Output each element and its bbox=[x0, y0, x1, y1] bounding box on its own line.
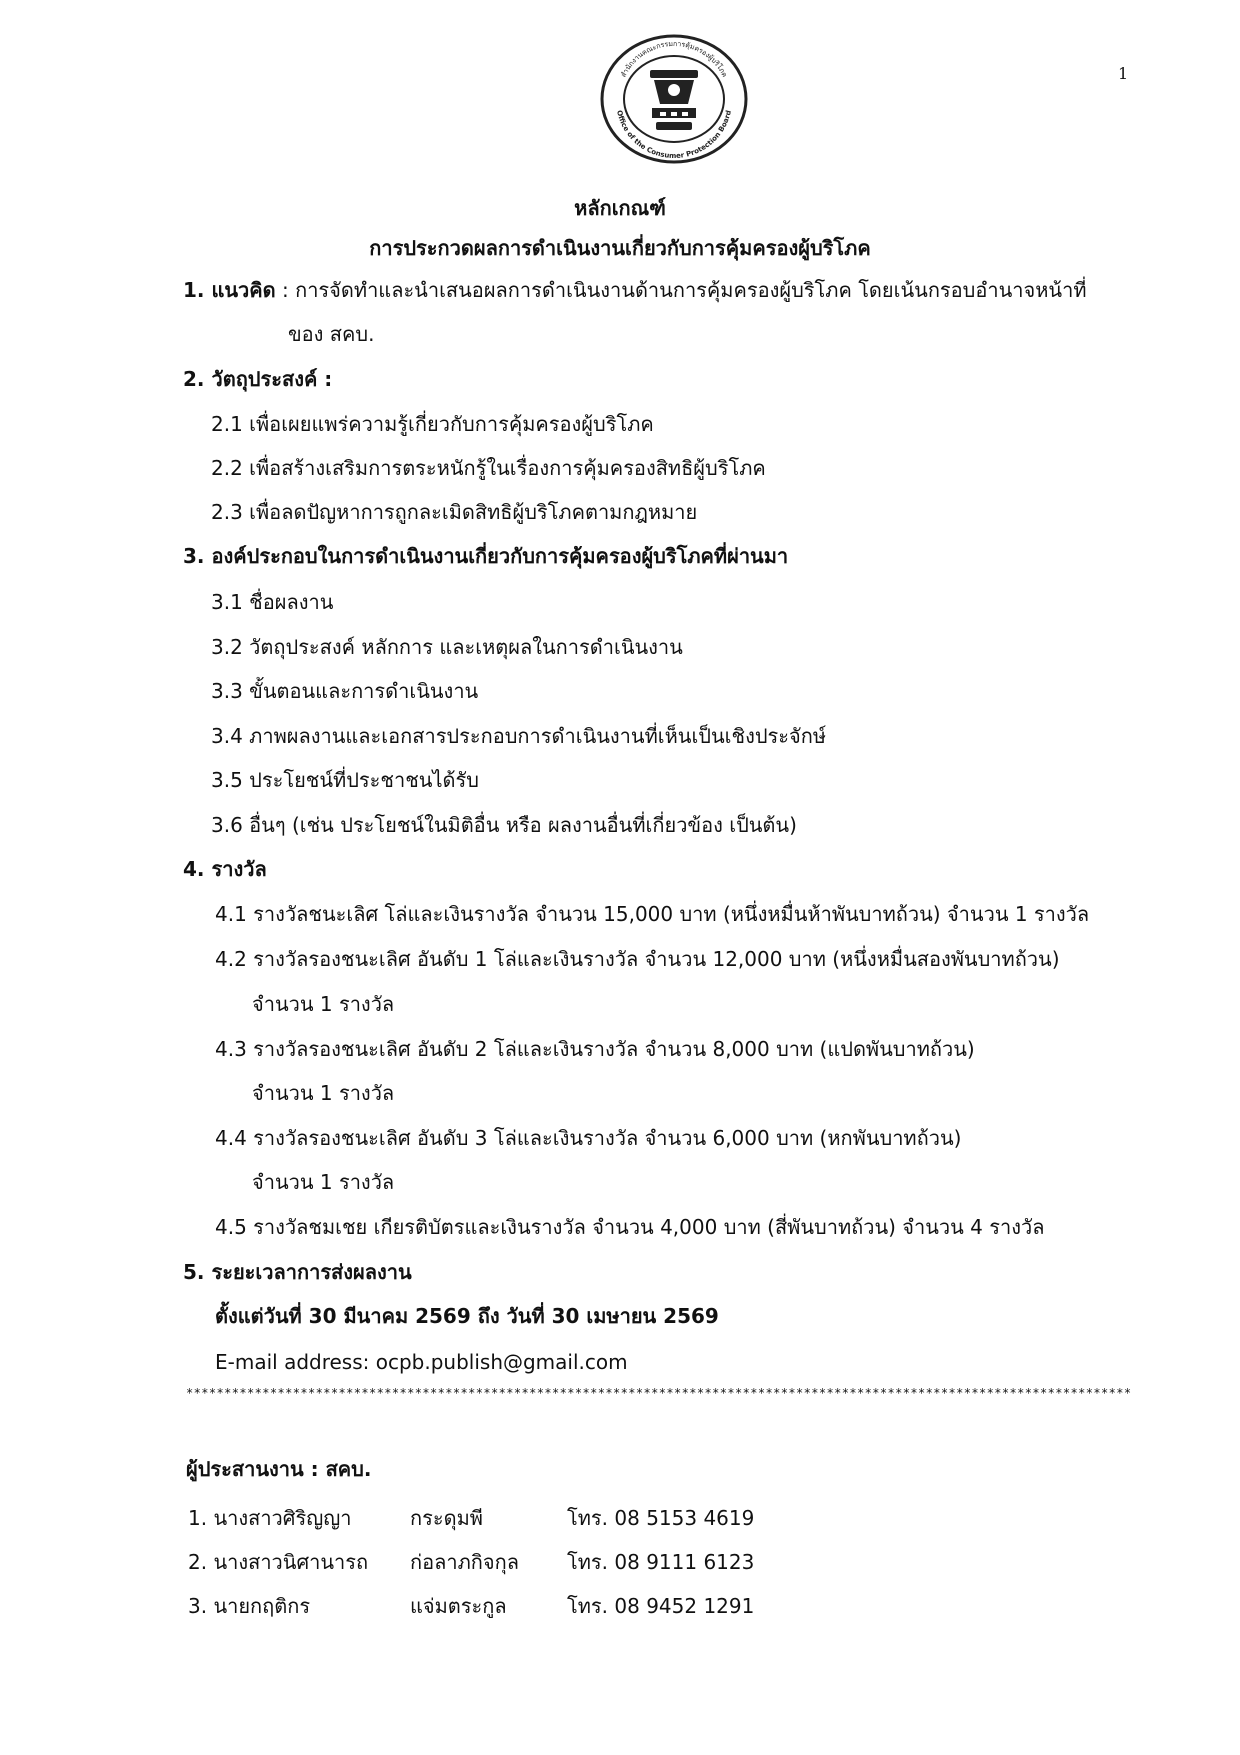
section-1-line bbox=[183, 278, 1087, 302]
seal-bottom-text: Office of the Consumer Protection Board bbox=[615, 109, 733, 161]
email-address: E-mail address: ocpb.publish@gmail.com bbox=[215, 1350, 628, 1374]
list-item: 2.1 เพื่อเผยแพร่ความรู้เกี่ยวกับการคุ้มครองผู้บริโภค bbox=[211, 412, 654, 436]
seal-top-text: สำนักงานคณะกรรมการคุ้มครองผู้บริโภค bbox=[619, 39, 729, 79]
list-item: 4.2 รางวัลรองชนะเลิศ อันดับ 1 โล่และเงินรางวัล จำนวน 12,000 บาท (หนึ่งหมื่นสองพันบาทถ้วน) bbox=[215, 947, 1060, 971]
page-number: 1 bbox=[1118, 64, 1129, 83]
contact-phone: โทร. 08 9111 6123 bbox=[567, 1550, 755, 1574]
list-item: จำนวน 1 รางวัล bbox=[252, 1081, 395, 1105]
list-item: 4.3 รางวัลรองชนะเลิศ อันดับ 2 โล่และเงินรางวัล จำนวน 8,000 บาท (แปดพันบาทถ้วน) bbox=[215, 1037, 975, 1061]
agency-seal-logo bbox=[600, 34, 748, 164]
list-item: 3.5 ประโยชน์ที่ประชาชนได้รับ bbox=[211, 768, 479, 792]
submission-period: ตั้งแต่วันที่ 30 มีนาคม 2569 ถึง วันที่ 30 เมษายน 2569 bbox=[215, 1304, 719, 1328]
list-item: 3.2 วัตถุประสงค์ หลักการ และเหตุผลในการดำเนินงาน bbox=[211, 635, 683, 659]
document-subtitle: การประกวดผลการดำเนินงานเกี่ยวกับการคุ้มครองผู้บริโภค bbox=[369, 236, 871, 260]
list-item: 3.3 ขั้นตอนและการดำเนินงาน bbox=[211, 679, 479, 703]
list-item: 4.1 รางวัลชนะเลิศ โล่และเงินรางวัล จำนวน 15,000 บาท (หนึ่งหมื่นห้าพันบาทถ้วน) จำนวน 1 รางวัล bbox=[215, 902, 1090, 926]
list-item: จำนวน 1 รางวัล bbox=[252, 992, 395, 1016]
contact-phone: โทร. 08 9452 1291 bbox=[567, 1594, 755, 1618]
list-item: 4.4 รางวัลรองชนะเลิศ อันดับ 3 โล่และเงินรางวัล จำนวน 6,000 บาท (หกพันบาทถ้วน) bbox=[215, 1126, 962, 1150]
list-item: 3.6 อื่นๆ (เช่น ประโยชน์ในมิติอื่น หรือ ผลงานอื่นที่เกี่ยวข้อง เป็นต้น) bbox=[211, 813, 797, 837]
separator-line: **************************************************************************************************************************** bbox=[186, 1386, 1132, 1400]
contact-surname: กระดุมพี bbox=[410, 1506, 483, 1530]
document-title: หลักเกณฑ์ bbox=[574, 196, 666, 220]
section-1-text: : การจัดทำและนำเสนอผลการดำเนินงานด้านการคุ้มครองผู้บริโภค โดยเน้นกรอบอำนาจหน้าที่ bbox=[275, 278, 1087, 302]
list-item: 2.2 เพื่อสร้างเสริมการตระหนักรู้ในเรื่องการคุ้มครองสิทธิผู้บริโภค bbox=[211, 456, 766, 480]
contact-surname: แจ่มตระกูล bbox=[410, 1594, 507, 1618]
contact-name: 2. นางสาวนิศานารถ bbox=[188, 1550, 369, 1574]
list-item: 2.3 เพื่อลดปัญหาการถูกละเมิดสิทธิผู้บริโภคตามกฎหมาย bbox=[211, 500, 698, 524]
section-3-heading: 3. องค์ประกอบในการดำเนินงานเกี่ยวกับการคุ้มครองผู้บริโภคที่ผ่านมา bbox=[183, 544, 789, 568]
list-item: 3.1 ชื่อผลงาน bbox=[211, 590, 334, 614]
contact-name: 3. นายกฤติกร bbox=[188, 1594, 311, 1618]
contact-name: 1. นางสาวศิริญญา bbox=[188, 1506, 352, 1530]
list-item: จำนวน 1 รางวัล bbox=[252, 1170, 395, 1194]
list-item: 3.4 ภาพผลงานและเอกสารประกอบการดำเนินงานที่เห็นเป็นเชิงประจักษ์ bbox=[211, 724, 827, 748]
contact-phone: โทร. 08 5153 4619 bbox=[567, 1506, 755, 1530]
section-5-heading: 5. ระยะเวลาการส่งผลงาน bbox=[183, 1260, 412, 1284]
section-2-heading: 2. วัตถุประสงค์ : bbox=[183, 367, 333, 391]
list-item: 4.5 รางวัลชมเชย เกียรติบัตรและเงินรางวัล จำนวน 4,000 บาท (สี่พันบาทถ้วน) จำนวน 4 รางวัล bbox=[215, 1215, 1045, 1239]
contact-surname: ก่อลาภกิจกุล bbox=[410, 1550, 519, 1574]
section-4-heading: 4. รางวัล bbox=[183, 857, 267, 881]
section-1-heading: 1. แนวคิด bbox=[183, 278, 276, 302]
section-1-continuation: ของ สคบ. bbox=[288, 322, 375, 346]
coordinators-heading: ผู้ประสานงาน : สคบ. bbox=[186, 1457, 372, 1481]
